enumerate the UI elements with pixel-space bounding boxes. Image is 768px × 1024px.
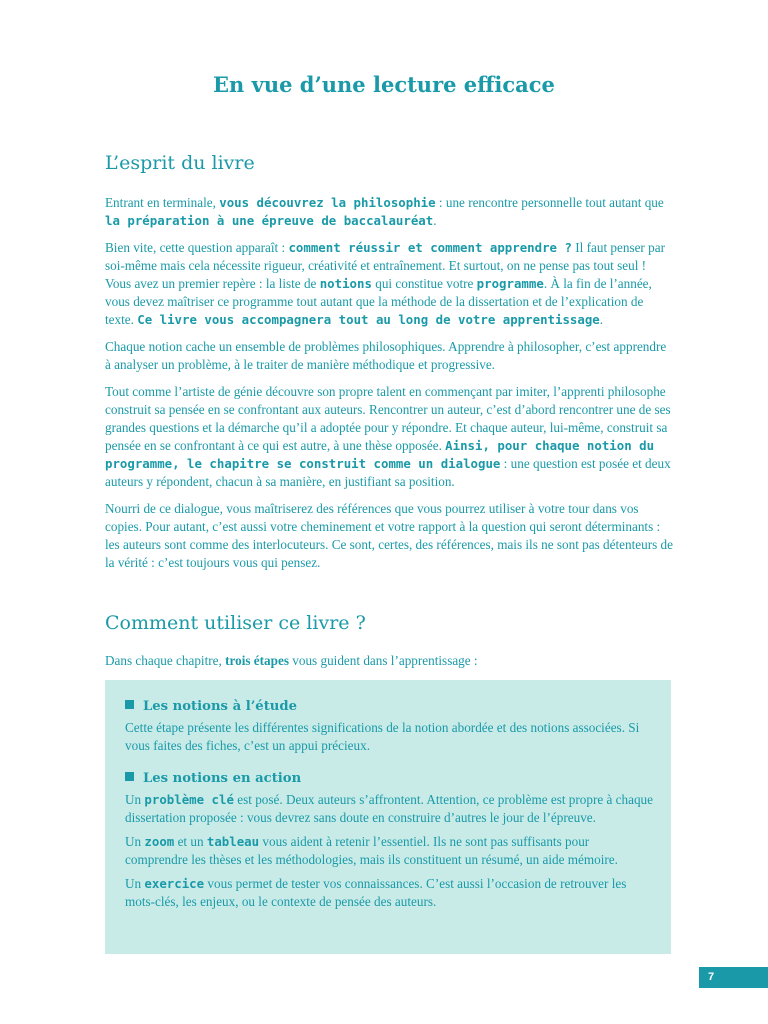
step-notions-etude (125, 698, 653, 761)
section-heading-esprit: L’esprit du livre (105, 152, 255, 174)
steps-box (105, 680, 671, 954)
steps-intro: Dans chaque chapitre, trois étapes vous guident dans l’apprentissage : (105, 653, 478, 668)
paragraph-2: Bien vite, cette question apparaît : comment réussir et comment apprendre ? Il faut penser par soi-même mais cela nécessite rigueur, créativité et entraînement. Et surtout, on ne pense pas tout seul ! Vous avez un premier repère : la liste de notions qui constitue votre programme. À la fin de l’année, vous devez maîtriser ce programme tout autant que la méthode de la dissertation et de l’explication de texte. Ce livre vous accompagnera tout au long de votre apprentissage. (105, 240, 665, 327)
square-bullet-icon (125, 772, 134, 781)
step-text-exercice: Un exercice vous permet de tester vos connaissances. C’est aussi l’occasion de retrouver les mots-clés, les enjeux, ou le contexte de pensée des auteurs. (125, 876, 627, 909)
step-text-probleme: Un problème clé est posé. Deux auteurs s’affrontent. Attention, ce problème est propre à chaque dissertation proposée : vous devrez sans doute en construire d’autres le jour de l’épreuve. (125, 792, 654, 825)
page-title: En vue d’une lecture efficace (213, 72, 555, 97)
square-bullet-icon (125, 700, 134, 709)
paragraph-5: Nourri de ce dialogue, vous maîtriserez des références que vous pourrez utiliser à votre tour dans vos copies. Pour autant, c’est aussi votre cheminement et votre rapport à la question qui seront déterminants : les auteurs sont comme des interlocuteurs. Ce sont, certes, des références, mais ils ne sont pas détenteurs de la vérité : c’est toujours vous qui pensez. (105, 501, 673, 570)
step-title: Les notions en action (125, 770, 653, 788)
paragraph-1: Entrant en terminale, vous découvrez la philosophie : une rencontre personnelle tout autant que la préparation à une épreuve de baccalauréat. (105, 195, 664, 228)
page-number: 7 (699, 967, 768, 988)
esprit-body (105, 194, 673, 581)
step-text-zoom: Un zoom et un tableau vous aident à retenir l’essentiel. Ils ne sont pas suffisants pour comprendre les thèses et les méthodologies, mais ils constituent un résumé, un aide mémoire. (125, 834, 618, 867)
section-heading-utiliser: Comment utiliser ce livre ? (105, 612, 366, 634)
step-text: Cette étape présente les différentes significations de la notion abordée et des notions associées. Si vous faites des fiches, c’est un appui précieux. (125, 720, 640, 753)
step-notions-action (125, 770, 653, 917)
paragraph-3: Chaque notion cache un ensemble de problèmes philosophiques. Apprendre à philosopher, c’est apprendre à analyser un problème, à le traiter de manière méthodique et progressive. (105, 339, 667, 372)
paragraph-4: Tout comme l’artiste de génie découvre son propre talent en commençant par imiter, l’apprenti philosophe construit sa pensée en se confrontant aux auteurs. Rencontrer un auteur, c’est d’abord rencontrer une de ses grandes questions et la démarche qu’il a adoptée pour y répondre. Et chaque auteur, lui-même, construit sa pensée en se confrontant à ce qui est autre, à une thèse opposée. Ainsi, pour chaque notion du programme, le chapitre se construit comme un dialogue : une question est posée et deux auteurs y répondent, chacun à sa manière, en justifiant sa position. (105, 384, 671, 489)
step-title: Les notions à l’étude (125, 698, 653, 716)
